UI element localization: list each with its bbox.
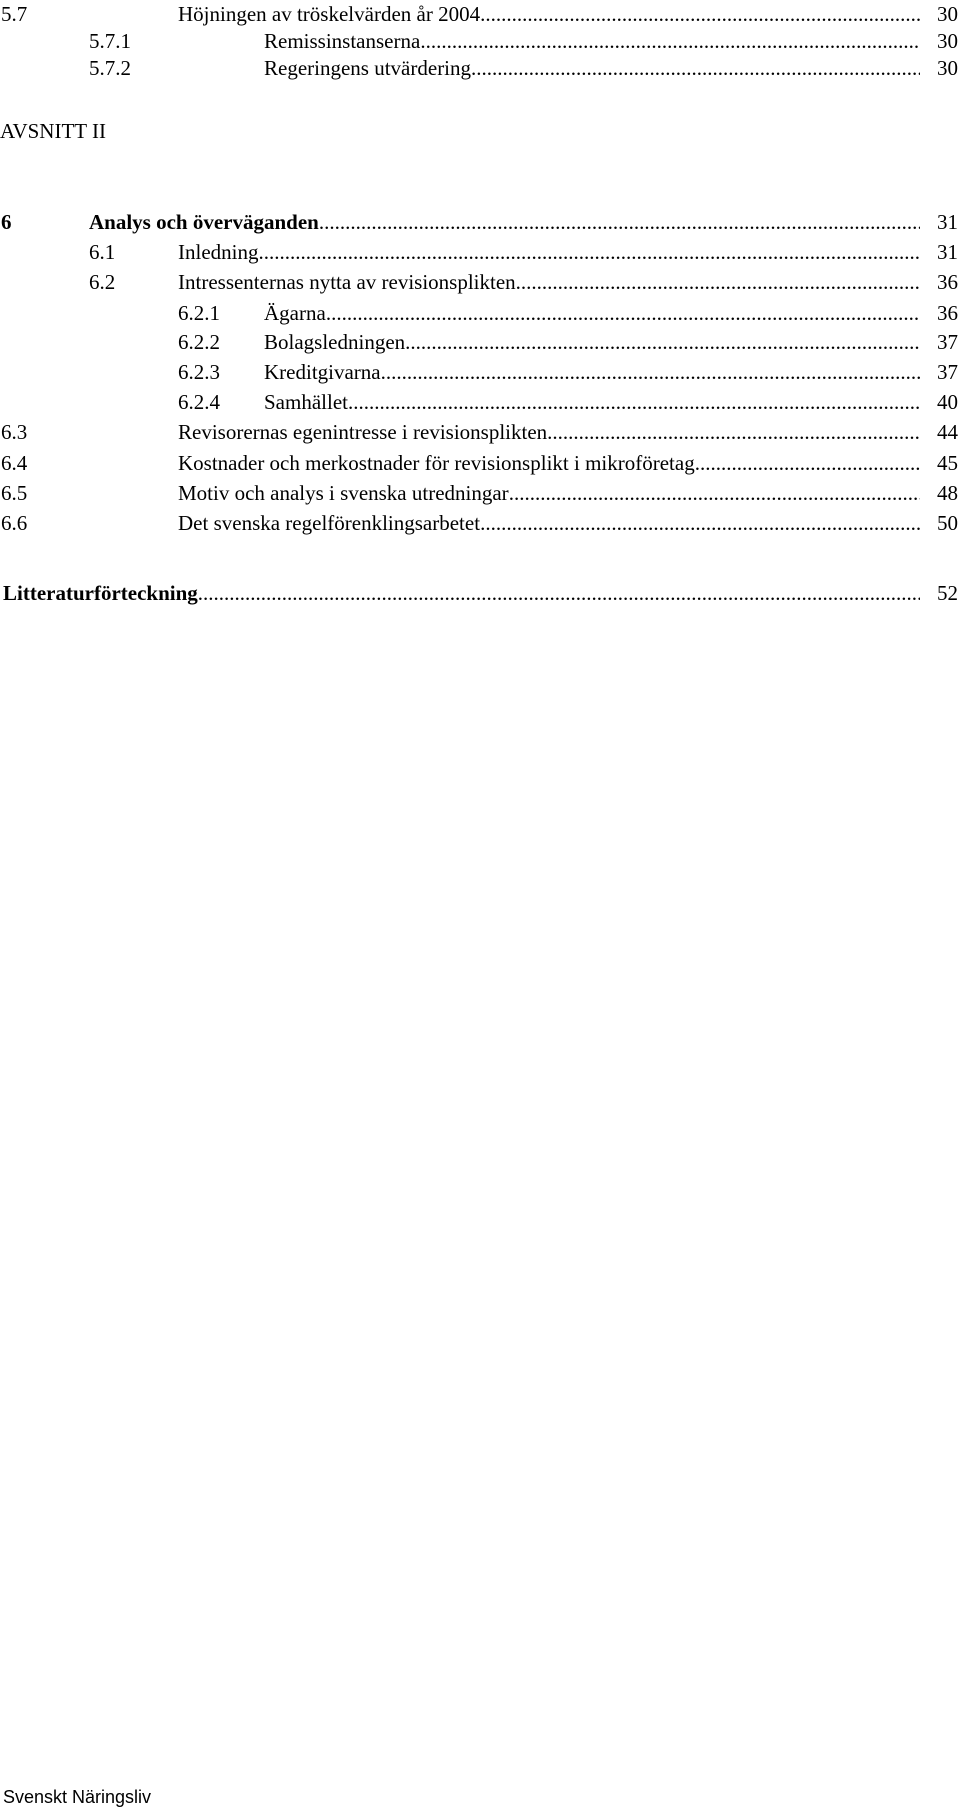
- toc-page: 31: [937, 240, 958, 264]
- toc-page: 36: [937, 270, 958, 294]
- toc-entry-6-1[interactable]: [0, 235, 960, 269]
- toc-title: Inledning: [178, 240, 259, 264]
- toc-leader: [695, 446, 920, 480]
- toc-page: 37: [937, 360, 958, 384]
- toc-leader: [198, 576, 920, 610]
- toc-entry-6-3[interactable]: [0, 415, 960, 449]
- toc-leader: [405, 325, 920, 359]
- toc-page: 30: [937, 56, 958, 80]
- toc-title: Motiv och analys i svenska utredningar: [178, 481, 509, 505]
- toc-leader: [319, 205, 920, 239]
- toc-number: 5.7: [1, 2, 28, 26]
- toc-entry-6-2-3[interactable]: [0, 355, 960, 389]
- toc-number: 6.2: [89, 270, 116, 294]
- toc-number: 6.2.4: [178, 390, 220, 414]
- toc-entry-6-6[interactable]: [0, 506, 960, 540]
- toc-number: 5.7.1: [89, 29, 131, 53]
- toc-title: Intressenternas nytta av revisionsplikten: [178, 270, 516, 294]
- toc-page: 50: [937, 511, 958, 535]
- toc-title: Analys och överväganden: [89, 210, 319, 234]
- toc-leader: [547, 415, 920, 449]
- toc-page: 48: [937, 481, 958, 505]
- toc-page: 36: [937, 301, 958, 325]
- toc-title: Kreditgivarna: [264, 360, 381, 384]
- toc-leader: [516, 265, 920, 299]
- footer-publisher: Svenskt Näringsliv: [3, 1787, 152, 1807]
- toc-leader: [480, 506, 920, 540]
- toc-title: Det svenska regelförenklingsarbetet: [178, 511, 481, 535]
- section-heading: AVSNITT II: [0, 119, 106, 143]
- toc-page: 40: [937, 390, 958, 414]
- toc-entry-6-2-4[interactable]: [0, 385, 960, 419]
- toc-page: 37: [937, 330, 958, 354]
- toc-page: 31: [937, 210, 958, 234]
- toc-leader: [471, 51, 920, 85]
- toc-title: Höjningen av tröskelvärden år 2004: [178, 2, 481, 26]
- toc-leader: [381, 355, 920, 389]
- toc-title: Litteraturförteckning: [3, 581, 198, 605]
- toc-page: 44: [937, 420, 958, 444]
- toc-page: 52: [937, 581, 958, 605]
- toc-number: 6.2.2: [178, 330, 220, 354]
- toc-number: 6.4: [1, 451, 28, 475]
- toc-entry-6-2-2[interactable]: [0, 325, 960, 359]
- toc-number: 6.2.3: [178, 360, 220, 384]
- toc-number: 6.5: [1, 481, 28, 505]
- toc-number: 6: [1, 210, 12, 234]
- toc-leader: [258, 235, 920, 269]
- toc-title: Revisorernas egenintresse i revisionsplikten: [178, 420, 548, 444]
- toc-page: 45: [937, 451, 958, 475]
- toc-entry-5-7-2[interactable]: [0, 51, 960, 85]
- toc-page: 30: [937, 29, 958, 53]
- toc-number: 6.3: [1, 420, 28, 444]
- toc-entry-6-4[interactable]: [0, 446, 960, 480]
- toc-leader: [348, 385, 920, 419]
- toc-title: Samhället: [264, 390, 348, 414]
- toc-title: Ägarna: [264, 301, 326, 325]
- toc-title: Bolagsledningen: [264, 330, 406, 354]
- toc-page: 30: [937, 2, 958, 26]
- toc-number: 6.1: [89, 240, 116, 264]
- toc-number: 5.7.2: [89, 56, 131, 80]
- toc-entry-6-2[interactable]: [0, 265, 960, 299]
- toc-title: Regeringens utvärdering: [264, 56, 472, 80]
- toc-leader: [509, 476, 920, 510]
- toc-title: Kostnader och merkostnader för revisionsplikt i mikroföretag: [178, 451, 695, 475]
- toc-entry-6-5[interactable]: [0, 476, 960, 510]
- toc-entry-6[interactable]: [0, 205, 960, 239]
- toc-number: 6.6: [1, 511, 28, 535]
- toc-title: Remissinstanserna: [264, 29, 421, 53]
- toc-entry-bibliography[interactable]: [0, 576, 960, 610]
- toc-number: 6.2.1: [178, 301, 220, 325]
